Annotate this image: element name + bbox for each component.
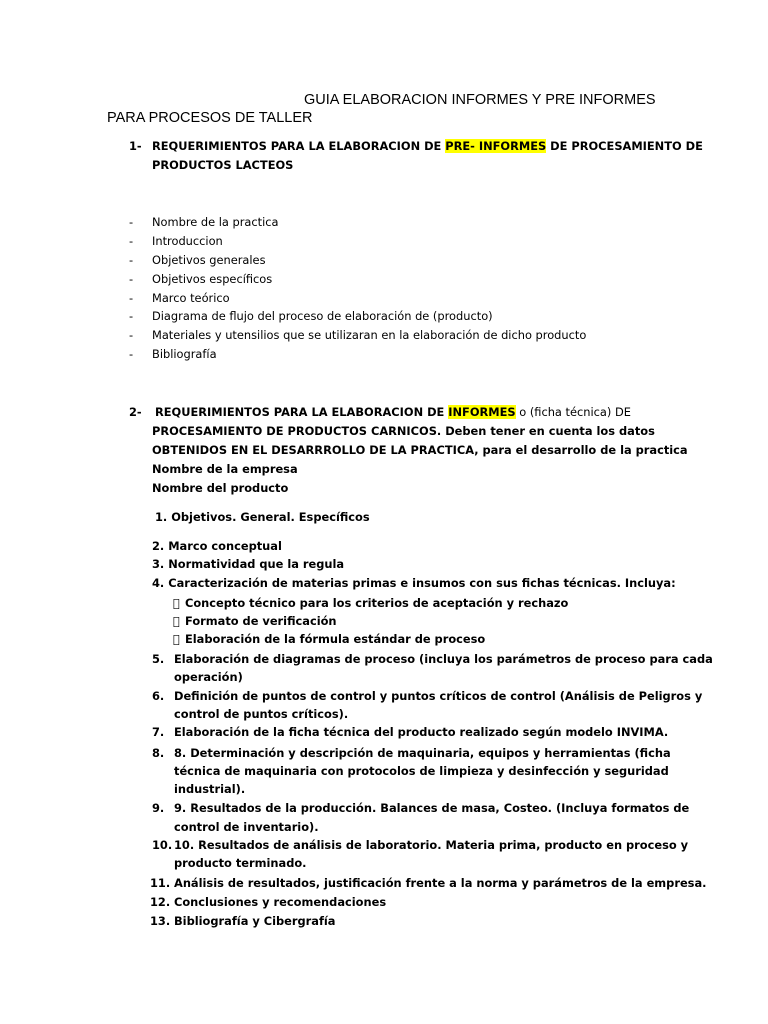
sub-bullet-icon bbox=[173, 594, 180, 613]
section2-heading-pre: REQUERIMIENTOS PARA LA ELABORACION DE bbox=[155, 405, 449, 419]
list-bullet: - bbox=[129, 272, 134, 286]
section1-number: 1- bbox=[129, 139, 142, 153]
sub-bullet-icon bbox=[173, 630, 180, 649]
list-item-line: industrial). bbox=[174, 782, 246, 796]
list-item-line: Análisis de resultados, justificación frente a la norma y parámetros de la empresa. bbox=[174, 876, 707, 890]
section1-heading-line2: PRODUCTOS LACTEOS bbox=[152, 158, 294, 172]
list-item-line: control de inventario). bbox=[174, 820, 319, 834]
section2-item-objectives: 1. Objetivos. General. Específicos bbox=[155, 510, 370, 524]
list-item: Marco teórico bbox=[152, 291, 230, 305]
document-subtitle: PARA PROCESOS DE TALLER bbox=[107, 110, 313, 126]
section2-number: 2- bbox=[129, 405, 142, 419]
section2-item-characterization: 4. Caracterización de materias primas e insumos con sus fichas técnicas. Incluya: bbox=[152, 576, 676, 590]
list-item: Objetivos generales bbox=[152, 253, 266, 267]
list-number: 11. bbox=[150, 876, 171, 890]
list-number: 12. bbox=[150, 895, 171, 909]
document-title: GUIA ELABORACION INFORMES Y PRE INFORMES bbox=[304, 92, 656, 108]
sub-list-item: Elaboración de la fórmula estándar de proceso bbox=[185, 632, 486, 646]
list-item-line: técnica de maquinaria con protocolos de limpieza y desinfección y seguridad bbox=[174, 764, 669, 778]
sub-bullet-icon bbox=[173, 612, 180, 631]
list-item: Introduccion bbox=[152, 234, 223, 248]
list-item-line: control de puntos críticos). bbox=[174, 707, 349, 721]
list-bullet: - bbox=[129, 215, 134, 229]
list-item-line: Conclusiones y recomendaciones bbox=[174, 895, 387, 909]
list-number: 6. bbox=[152, 689, 165, 703]
section1-heading-pre: REQUERIMIENTOS PARA LA ELABORACION DE bbox=[152, 139, 446, 153]
list-item: Objetivos específicos bbox=[152, 272, 273, 286]
company-name-label: Nombre de la empresa bbox=[152, 462, 298, 476]
list-number: 9. bbox=[152, 801, 165, 815]
section2-item-framework: 2. Marco conceptual bbox=[152, 539, 282, 553]
list-bullet: - bbox=[129, 291, 134, 305]
list-bullet: - bbox=[129, 309, 134, 323]
section2-heading bbox=[155, 403, 631, 422]
list-bullet: - bbox=[129, 328, 134, 342]
list-number: 10. bbox=[152, 838, 173, 852]
section1-heading-highlight: PRE- INFORMES bbox=[445, 139, 547, 153]
section2-heading-line2: PROCESAMIENTO DE PRODUCTOS CARNICOS. Deben tener en cuenta los datos bbox=[152, 424, 655, 438]
list-item: Materiales y utensilios que se utilizaran en la elaboración de dicho producto bbox=[152, 328, 587, 342]
list-number: 13. bbox=[150, 914, 171, 928]
list-bullet: - bbox=[129, 347, 134, 361]
section2-heading-highlight: INFORMES bbox=[448, 405, 516, 419]
list-item: Diagrama de flujo del proceso de elaboración de (producto) bbox=[152, 309, 493, 323]
list-item-line: Elaboración de la ficha técnica del producto realizado según modelo INVIMA. bbox=[174, 725, 669, 739]
list-item-line: 9. Resultados de la producción. Balances de masa, Costeo. (Incluya formatos de bbox=[174, 801, 690, 815]
list-item-line: Definición de puntos de control y puntos críticos de control (Análisis de Peligros y bbox=[174, 689, 703, 703]
list-number: 7. bbox=[152, 725, 165, 739]
list-bullet: - bbox=[129, 253, 134, 267]
section2-heading-line3: OBTENIDOS EN EL DESARRROLLO DE LA PRACTICA, para el desarrollo de la practica bbox=[152, 443, 688, 457]
list-item: Nombre de la practica bbox=[152, 215, 279, 229]
section1-heading-post: DE PROCESAMIENTO DE bbox=[546, 139, 703, 153]
list-item-line: Bibliografía y Cibergrafía bbox=[174, 914, 336, 928]
list-item-line: 8. Determinación y descripción de maquinaria, equipos y herramientas (ficha bbox=[174, 746, 671, 760]
list-item-line: operación) bbox=[174, 670, 243, 684]
sub-list-item: Concepto técnico para los criterios de aceptación y rechazo bbox=[185, 596, 569, 610]
list-bullet: - bbox=[129, 234, 134, 248]
list-number: 5. bbox=[152, 652, 165, 666]
sub-list-item: Formato de verificación bbox=[185, 614, 337, 628]
list-item-line: producto terminado. bbox=[174, 856, 307, 870]
product-name-label: Nombre del producto bbox=[152, 481, 289, 495]
section2-heading-post: o (ficha técnica) DE bbox=[515, 405, 631, 419]
list-item-line: Elaboración de diagramas de proceso (incluya los parámetros de proceso para cada bbox=[174, 652, 713, 666]
list-item: Bibliografía bbox=[152, 347, 217, 361]
section2-item-regulation: 3. Normatividad que la regula bbox=[152, 557, 345, 571]
list-item-line: 10. Resultados de análisis de laboratorio. Materia prima, producto en proceso y bbox=[174, 838, 689, 852]
list-number: 8. bbox=[152, 746, 165, 760]
section1-heading bbox=[152, 137, 703, 156]
